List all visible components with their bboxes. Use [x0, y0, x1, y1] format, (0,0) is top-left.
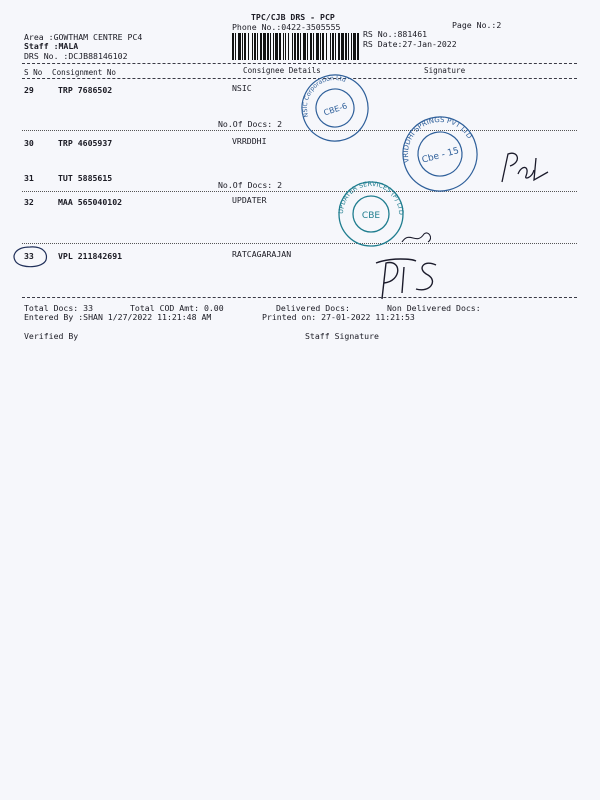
- staff-signature: Staff Signature: [305, 331, 379, 341]
- barcode: [231, 33, 361, 60]
- col-consignee: Consignee Details: [243, 66, 321, 75]
- row-29-docs: No.Of Docs: 2: [218, 119, 283, 129]
- col-sno: S No: [24, 68, 43, 77]
- entered-by: Entered By :SHAN 1/27/2022 11:21:48 AM: [24, 312, 212, 322]
- row-33-consignment: VPL 211842691: [58, 251, 123, 261]
- delivered-docs: Delivered Docs:: [276, 303, 350, 313]
- footer-rule: [22, 297, 577, 298]
- row-33-consignee: RATCAGARAJAN: [232, 249, 292, 259]
- row-31-docs: No.Of Docs: 2: [218, 180, 283, 190]
- row-separator: [22, 243, 577, 244]
- handwritten-signature: [372, 255, 446, 303]
- handwritten-signature: [496, 148, 556, 188]
- rs-date: RS Date:27-Jan-2022: [363, 39, 457, 49]
- row-31-consignment: TUT 5885615: [58, 173, 113, 183]
- row-29-consignee: NSIC: [232, 83, 252, 93]
- svg-text:NSIC Corporation Ltd: NSIC Corporation Ltd: [301, 74, 347, 118]
- row-separator: [22, 191, 577, 192]
- row-32-consignee: UPDATER: [232, 195, 267, 205]
- rs-number: RS No.:881461: [363, 29, 428, 39]
- row-30-consignment: TRP 4605937: [58, 138, 113, 148]
- report-title: TPC/CJB DRS - PCP: [251, 12, 335, 22]
- page-number: Page No.:2: [452, 20, 502, 30]
- verified-by: Verified By: [24, 331, 79, 341]
- row-30-consignee: VRRDDHI: [232, 136, 267, 146]
- drs-number: DRS No. :DCJB88146102: [24, 51, 128, 61]
- row-31-sno: 31: [24, 173, 34, 183]
- nsic-stamp: [297, 68, 373, 148]
- col-consignment: Consignment No: [52, 68, 117, 77]
- row-29-sno: 29: [24, 85, 34, 95]
- svg-text:Cbe - 15: Cbe - 15: [420, 146, 461, 166]
- svg-text:VRIDDHI SPRINGS PVT LTD: VRIDDHI SPRINGS PVT LTD: [401, 115, 474, 164]
- row-29-consignment: TRP 7686502: [58, 85, 113, 95]
- phone-number: Phone No.:0422-3505555: [232, 22, 341, 32]
- col-signature: Signature: [424, 66, 466, 75]
- svg-text:CBE: CBE: [361, 211, 381, 221]
- handwritten-signature: [398, 228, 438, 248]
- svg-text:CBE-6: CBE-6: [322, 101, 349, 118]
- row-33-sno: 33: [24, 251, 34, 261]
- total-docs: Total Docs: 33: [24, 303, 94, 313]
- staff-label: Staff :MALA: [24, 41, 79, 51]
- total-cod: Total COD Amt: 0.00: [130, 303, 224, 313]
- row-30-sno: 30: [24, 138, 34, 148]
- svg-text:UPDATER SERVICES (P) LTD: UPDATER SERVICES (P) LTD: [336, 179, 406, 216]
- area-label: Area :GOWTHAM CENTRE PC4: [24, 32, 143, 42]
- printed-on: Printed on: 27-01-2022 11:21:53: [262, 312, 415, 322]
- non-delivered-docs: Non Delivered Docs:: [387, 303, 481, 313]
- row-32-sno: 32: [24, 197, 34, 207]
- row-32-consignment: MAA 565040102: [58, 197, 123, 207]
- header-rule-top: [22, 63, 577, 64]
